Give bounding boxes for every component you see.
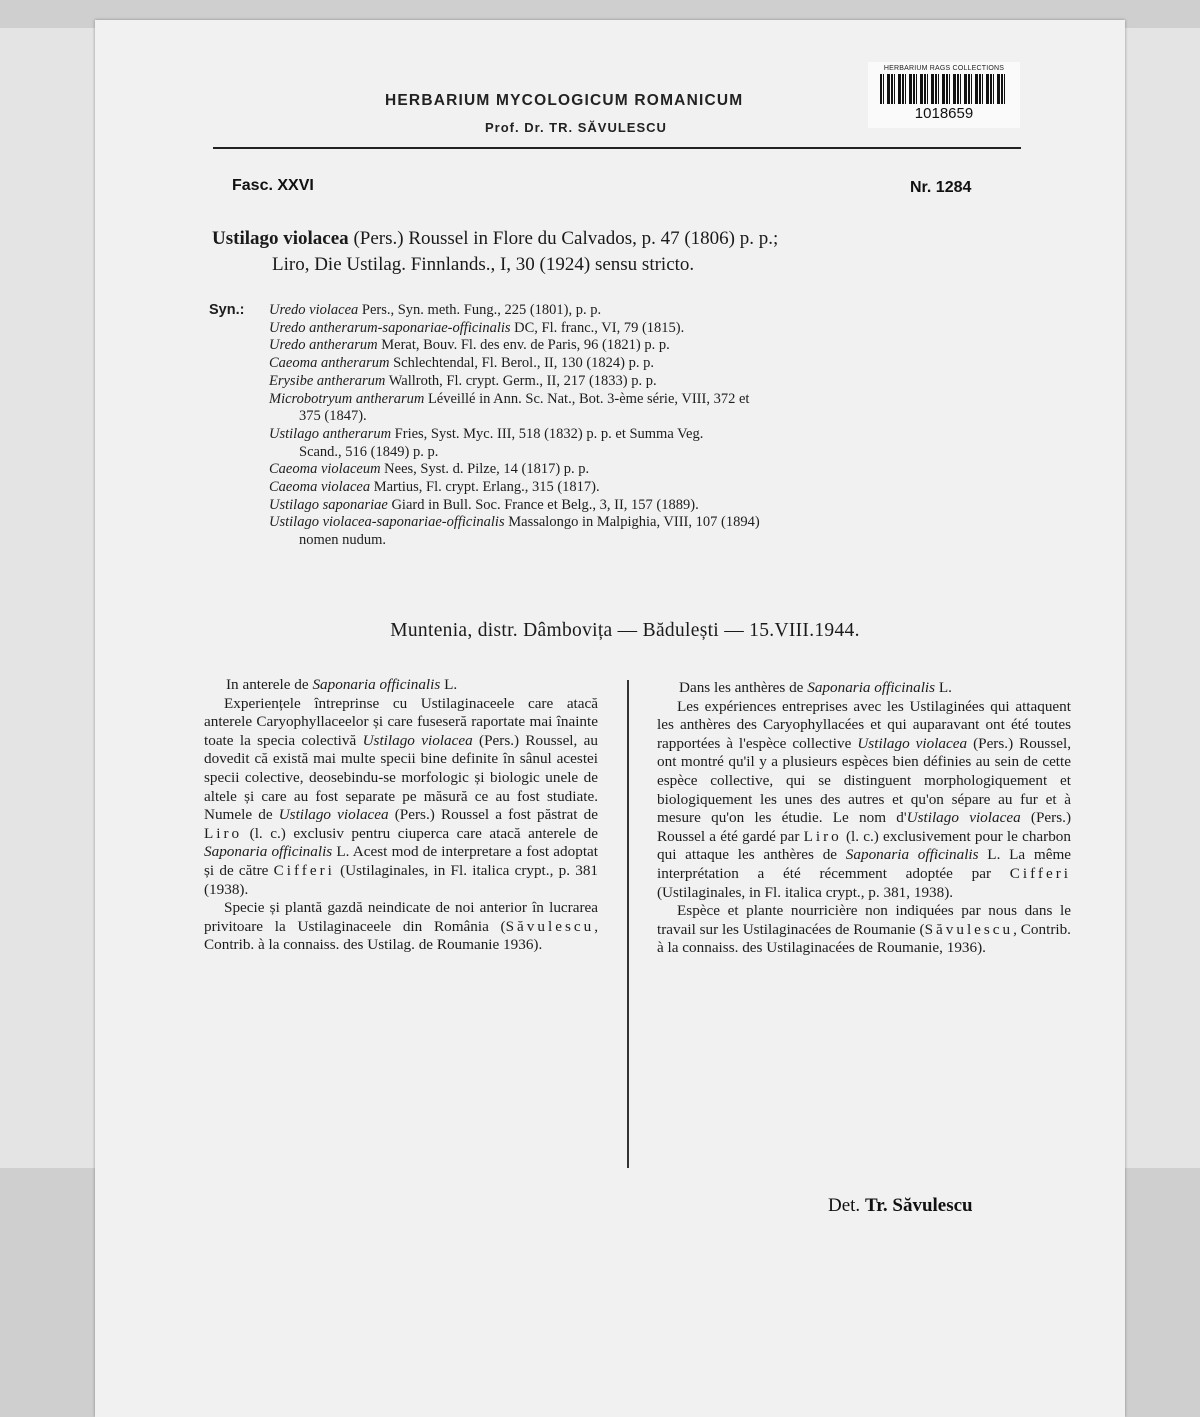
note-paragraph [204,676,598,695]
text-run: , Contrib. à la connaiss. des Ustilaginacées de Roumanie, 1936). [657,920,1071,957]
author-name: Săvulescu [924,920,1014,938]
determiner-line [828,1195,973,1217]
header-rule [213,147,1021,149]
text-run: Specie și plantă gazdă neindicate de noi anterior în lucrarea privitoare la Ustilaginaceele din România ( [204,899,598,935]
host-name: Saponaria officinalis [845,846,979,864]
specimen-number: Nr. 1284 [910,179,972,196]
synonym-reference: Wallroth, Fl. crypt. Germ., II, 217 (1833) p. p. [388,372,657,389]
note-paragraph [657,679,1071,698]
synonym-entry [269,391,1044,426]
synonym-reference: Pers., Syn. meth. Fung., 225 (1801), p. p. [361,302,602,318]
host-name: Saponaria officinalis [807,679,936,696]
species-name: Ustilago violacea [278,806,389,824]
species-authority: (Pers.) Roussel in Flore du Calvados, p. 47 (1806) p. p.; [353,228,779,249]
synonym-name: Microbotryum antherarum [269,390,425,407]
synonym-name: Ustilago violacea-saponariae-officinalis [269,514,505,531]
synonym-reference-continued: Scand., 516 (1849) p. p. [299,443,439,460]
romanian-notes-column [204,676,598,955]
synonym-name: Caeoma violacea [269,479,371,496]
text-run: (Pers.) Roussel, ont montré qu'il y a plusieurs espèces bien définies au sein de cette espèce collective, qui se distinguent morphologiquement et biologiquement les unes des autres et qu'on sépare au fur et à mesure qu'on les étudie. Le nom d' [657,734,1072,827]
fascicle-number: Fasc. XXVI [232,177,314,194]
determiner-name: Tr. Săvulescu [864,1195,973,1216]
synonym-entry [269,514,1044,549]
text-run: (Pers.) Roussel a été gardé par [657,809,1071,845]
text-run: L. La même interprétation a été récemment adoptée par [657,846,1071,882]
text-run: Experiențele întreprinse cu Ustilaginaceele care atacă anterele Caryophyllaceelor și care fuseseră raportate mai înainte toate la specia colectivă [204,694,598,749]
synonym-name: Uredo violacea [269,302,359,318]
synonym-entry [269,479,1044,497]
text-run: (Pers.) Roussel a fost păstrat de [388,806,598,824]
text-run: (Ustilaginales, in Fl. italica crypt., p. 381 (1938). [204,861,599,898]
synonym-reference: Martius, Fl. crypt. Erlang., 315 (1817). [373,479,600,496]
synonym-name: Erysibe antherarum [269,372,386,389]
synonym-reference: DC, Fl. franc., VI, 79 (1815). [514,319,685,336]
herbarium-editor: Prof. Dr. TR. SĂVULESCU [485,120,667,135]
synonym-name: Uredo antherarum [269,337,378,354]
text-run: L. [935,679,952,696]
author-name: Liro [803,827,842,845]
barcode-institution: HERBARIUM RAGS COLLECTIONS [883,65,1005,72]
note-paragraph [204,695,598,900]
synonym-name: Caeoma antherarum [269,355,390,372]
species-name: Ustilago violacea [857,734,968,752]
species-name: Ustilago violacea [906,809,1021,827]
synonym-reference-continued: 375 (1847). [299,408,367,425]
herbarium-title: HERBARIUM MYCOLOGICUM ROMANICUM [385,92,744,109]
note-paragraph [657,698,1071,903]
barcode-number: 1018659 [914,105,974,122]
text-run: In anterele de [226,676,313,693]
synonym-entry [269,302,1044,320]
synonym-name: Caeoma violaceum [269,461,381,478]
synonym-entry [269,373,1044,391]
synonyms-list [269,302,1044,550]
synonym-entry [269,497,1044,515]
synonym-reference: Schlechtendal, Fl. Berol., II, 130 (1824) p. p. [393,355,655,372]
collection-locality: Muntenia, distr. Dâmbovița — Bădulești — 15.VIII.1944. [390,620,860,641]
synonym-reference-continued: nomen nudum. [299,532,386,549]
text-run: Dans les anthères de [679,679,808,696]
text-run: (Pers.) Roussel, au dovedit că există mai multe specii bine definite în sânul acestei specii colective, deosebindu-se morfologic și biologic unele de altele și care au fost separate pe măsură ce au fost studiate. Numele de [204,731,598,824]
species-name: Ustilago violacea [362,731,473,749]
author-name: Liro [204,824,243,842]
synonym-entry [269,337,1044,355]
synonym-name: Ustilago antherarum [269,425,392,442]
text-run: (Ustilaginales, in Fl. italica crypt., p. 381, 1938). [657,883,954,901]
synonym-entry [269,355,1044,373]
french-notes-column [657,679,1071,958]
synonyms-block [209,302,1044,550]
note-paragraph [657,902,1071,958]
text-run: Les expériences entreprises avec les Ustilaginées qui attaquent les anthères des Caryophyllacées et qui auparavant ont été toutes rapportées à l'espèce collective [657,697,1071,752]
synonym-reference: Léveillé in Ann. Sc. Nat., Bot. 3-ème série, VIII, 372 et [427,390,750,407]
author-name: Cifferi [273,861,335,879]
text-run: L. Acest mod de interpretare a fost adoptat și de către [204,843,598,879]
synonym-name: Uredo antherarum-saponariae-officinalis [269,319,511,336]
text-run: , Contrib. à la connaiss. des Ustilag. de Roumanie 1936). [204,917,598,954]
species-heading [212,226,1042,278]
synonym-reference: Giard in Bull. Soc. France et Belg., 3, II, 157 (1889). [391,496,699,513]
author-name: Cifferi [1009,864,1071,882]
synonym-name: Ustilago saponariae [269,496,388,513]
host-name: Saponaria officinalis [204,843,333,861]
species-name: Ustilago violacea [212,228,349,249]
note-paragraph [204,899,598,955]
species-authority-line2: Liro, Die Ustilag. Finnlands., I, 30 (1924) sensu stricto. [272,254,695,275]
synonym-entry [269,426,1044,461]
text-run: L. [440,676,458,693]
text-run: (l. c.) exclusiv pentru ciuperca care atacă anterele de [242,824,598,842]
synonym-reference: Merat, Bouv. Fl. des env. de Paris, 96 (1821) p. p. [381,337,670,354]
synonym-reference: Fries, Syst. Myc. III, 518 (1832) p. p. et Summa Veg. [394,425,704,442]
synonym-reference: Massalongo in Malpighia, VIII, 107 (1894) [508,514,760,531]
synonym-entry [269,320,1044,338]
determiner-prefix: Det. [828,1195,861,1216]
barcode-label [868,62,1020,128]
text-run: Espèce et plante nourricière non indiquées par nous dans le travail sur les Ustilaginacées de Roumanie ( [657,902,1071,938]
synonym-entry [269,461,1044,479]
synonym-reference: Nees, Syst. d. Pilze, 14 (1817) p. p. [384,461,590,478]
author-name: Săvulescu [505,917,595,935]
host-name: Saponaria officinalis [312,676,441,693]
column-divider [627,680,629,1168]
synonyms-label: Syn.: [209,302,245,318]
text-run: (l. c.) exclusivement pour le charbon qui attaque les anthères de [657,827,1071,864]
barcode-image [880,74,1008,104]
